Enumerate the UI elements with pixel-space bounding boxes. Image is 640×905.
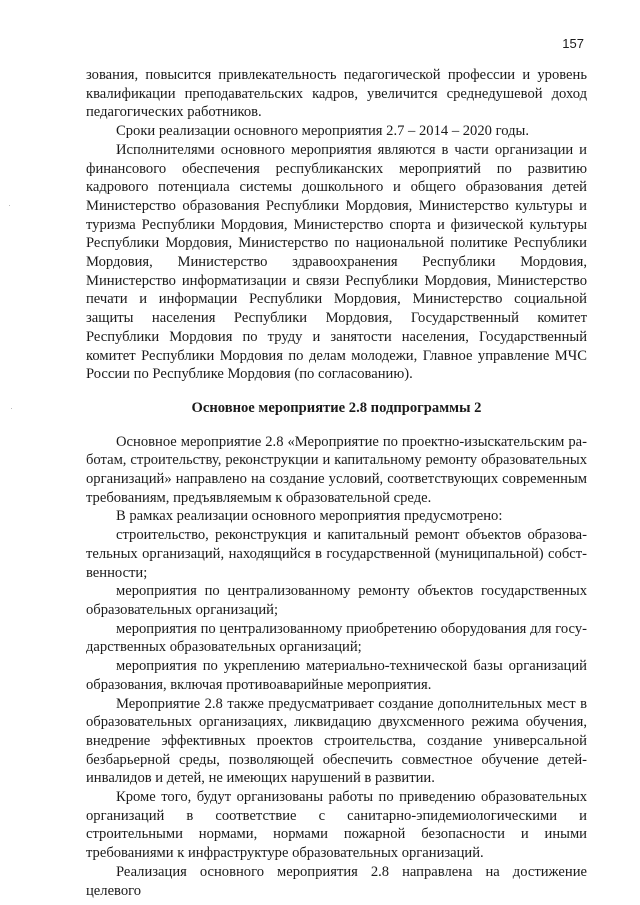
document-body [86,66,587,900]
body-paragraph: Основное мероприятие 2.8 «Мероприятие по проектно-изыскательским работам, строительству, реконструкции и капитальному ремонту образовательных организаций» направлено на создание условий, соответствующих современным требованиям, предъявляемым к образовательной среде. [86,433,587,506]
body-paragraph: строительство, реконструкция и капитальный ремонт объектов образовательных организаций, находящийся в государственной (муниципальной) собственности; [86,527,587,581]
body-paragraph: мероприятия по централизованному приобретению оборудования для государственных образовательных организаций; [86,620,587,656]
body-paragraph: Реализация основного мероприятия 2.8 направлена на достижение целевого [86,863,587,899]
body-paragraph: мероприятия по централизованному ремонту объектов государственных образовательных организаций; [86,583,587,618]
body-paragraph: Исполнителями основного мероприятия являются в части организации и финансового обеспечения республиканских мероприятий по развитию кадрового потенциала системы дошкольного и общего образования детей Министерство образования Республики Мордовия, Министерство культуры и туризма Республики Мордовия, Министерство спорта и физической культуры Республики Мордовия, Министерство по национальной политике Республики Мордовия, Министерство здравоохранения Республики Мордовия, Министерство информатизации и связи Республики Мордовия, Министерство печати и информации Республики Мордовия, Министерство социальной защиты населения Республики Мордовия, Государственный комитет Республики Мордовия по труду и занятости населения, Государственный комитет Республики Мордовия по делам молодежи, Главное управление МЧС России по Республике Мордовия (по согласованию). [86,141,587,383]
body-paragraph: мероприятия по укреплению материально-технической базы организаций образования, включая противоаварийные мероприятия. [86,658,587,693]
body-paragraph: Мероприятие 2.8 также предусматривает создание дополнительных мест в образовательных организациях, ликвидацию двухсменного режима обучения, внедрение эффективных проектов строительства, создание универсальной безбарьерной среды, позволяющей обеспечить совместное обучение детей-инвалидов и детей, не имеющих нарушений в развитии. [86,695,587,787]
page-number: 157 [562,36,584,51]
body-paragraph: Сроки реализации основного мероприятия 2.7 – 2014 – 2020 годы. [116,123,529,140]
body-paragraph: зования, повысится привлекательность педагогической профессии и уровень квалификации преподавательских кадров, увеличится среднедушевой доход педагогических работников. [86,67,587,121]
section-paragraphs [86,433,587,901]
intro-paragraphs [86,66,587,384]
margin-speck [9,205,10,206]
section-heading: Основное мероприятие 2.8 подпрограммы 2 [191,399,482,416]
margin-speck [11,408,12,409]
body-paragraph: Кроме того, будут организованы работы по приведению образовательных организаций в соответствие с санитарно-эпидемиологическими и строительными нормами, нормами пожарной безопасности и иными требованиями к инфраструктуре образовательных организаций. [86,789,587,862]
body-paragraph: В рамках реализации основного мероприятия предусмотрено: [116,508,503,525]
